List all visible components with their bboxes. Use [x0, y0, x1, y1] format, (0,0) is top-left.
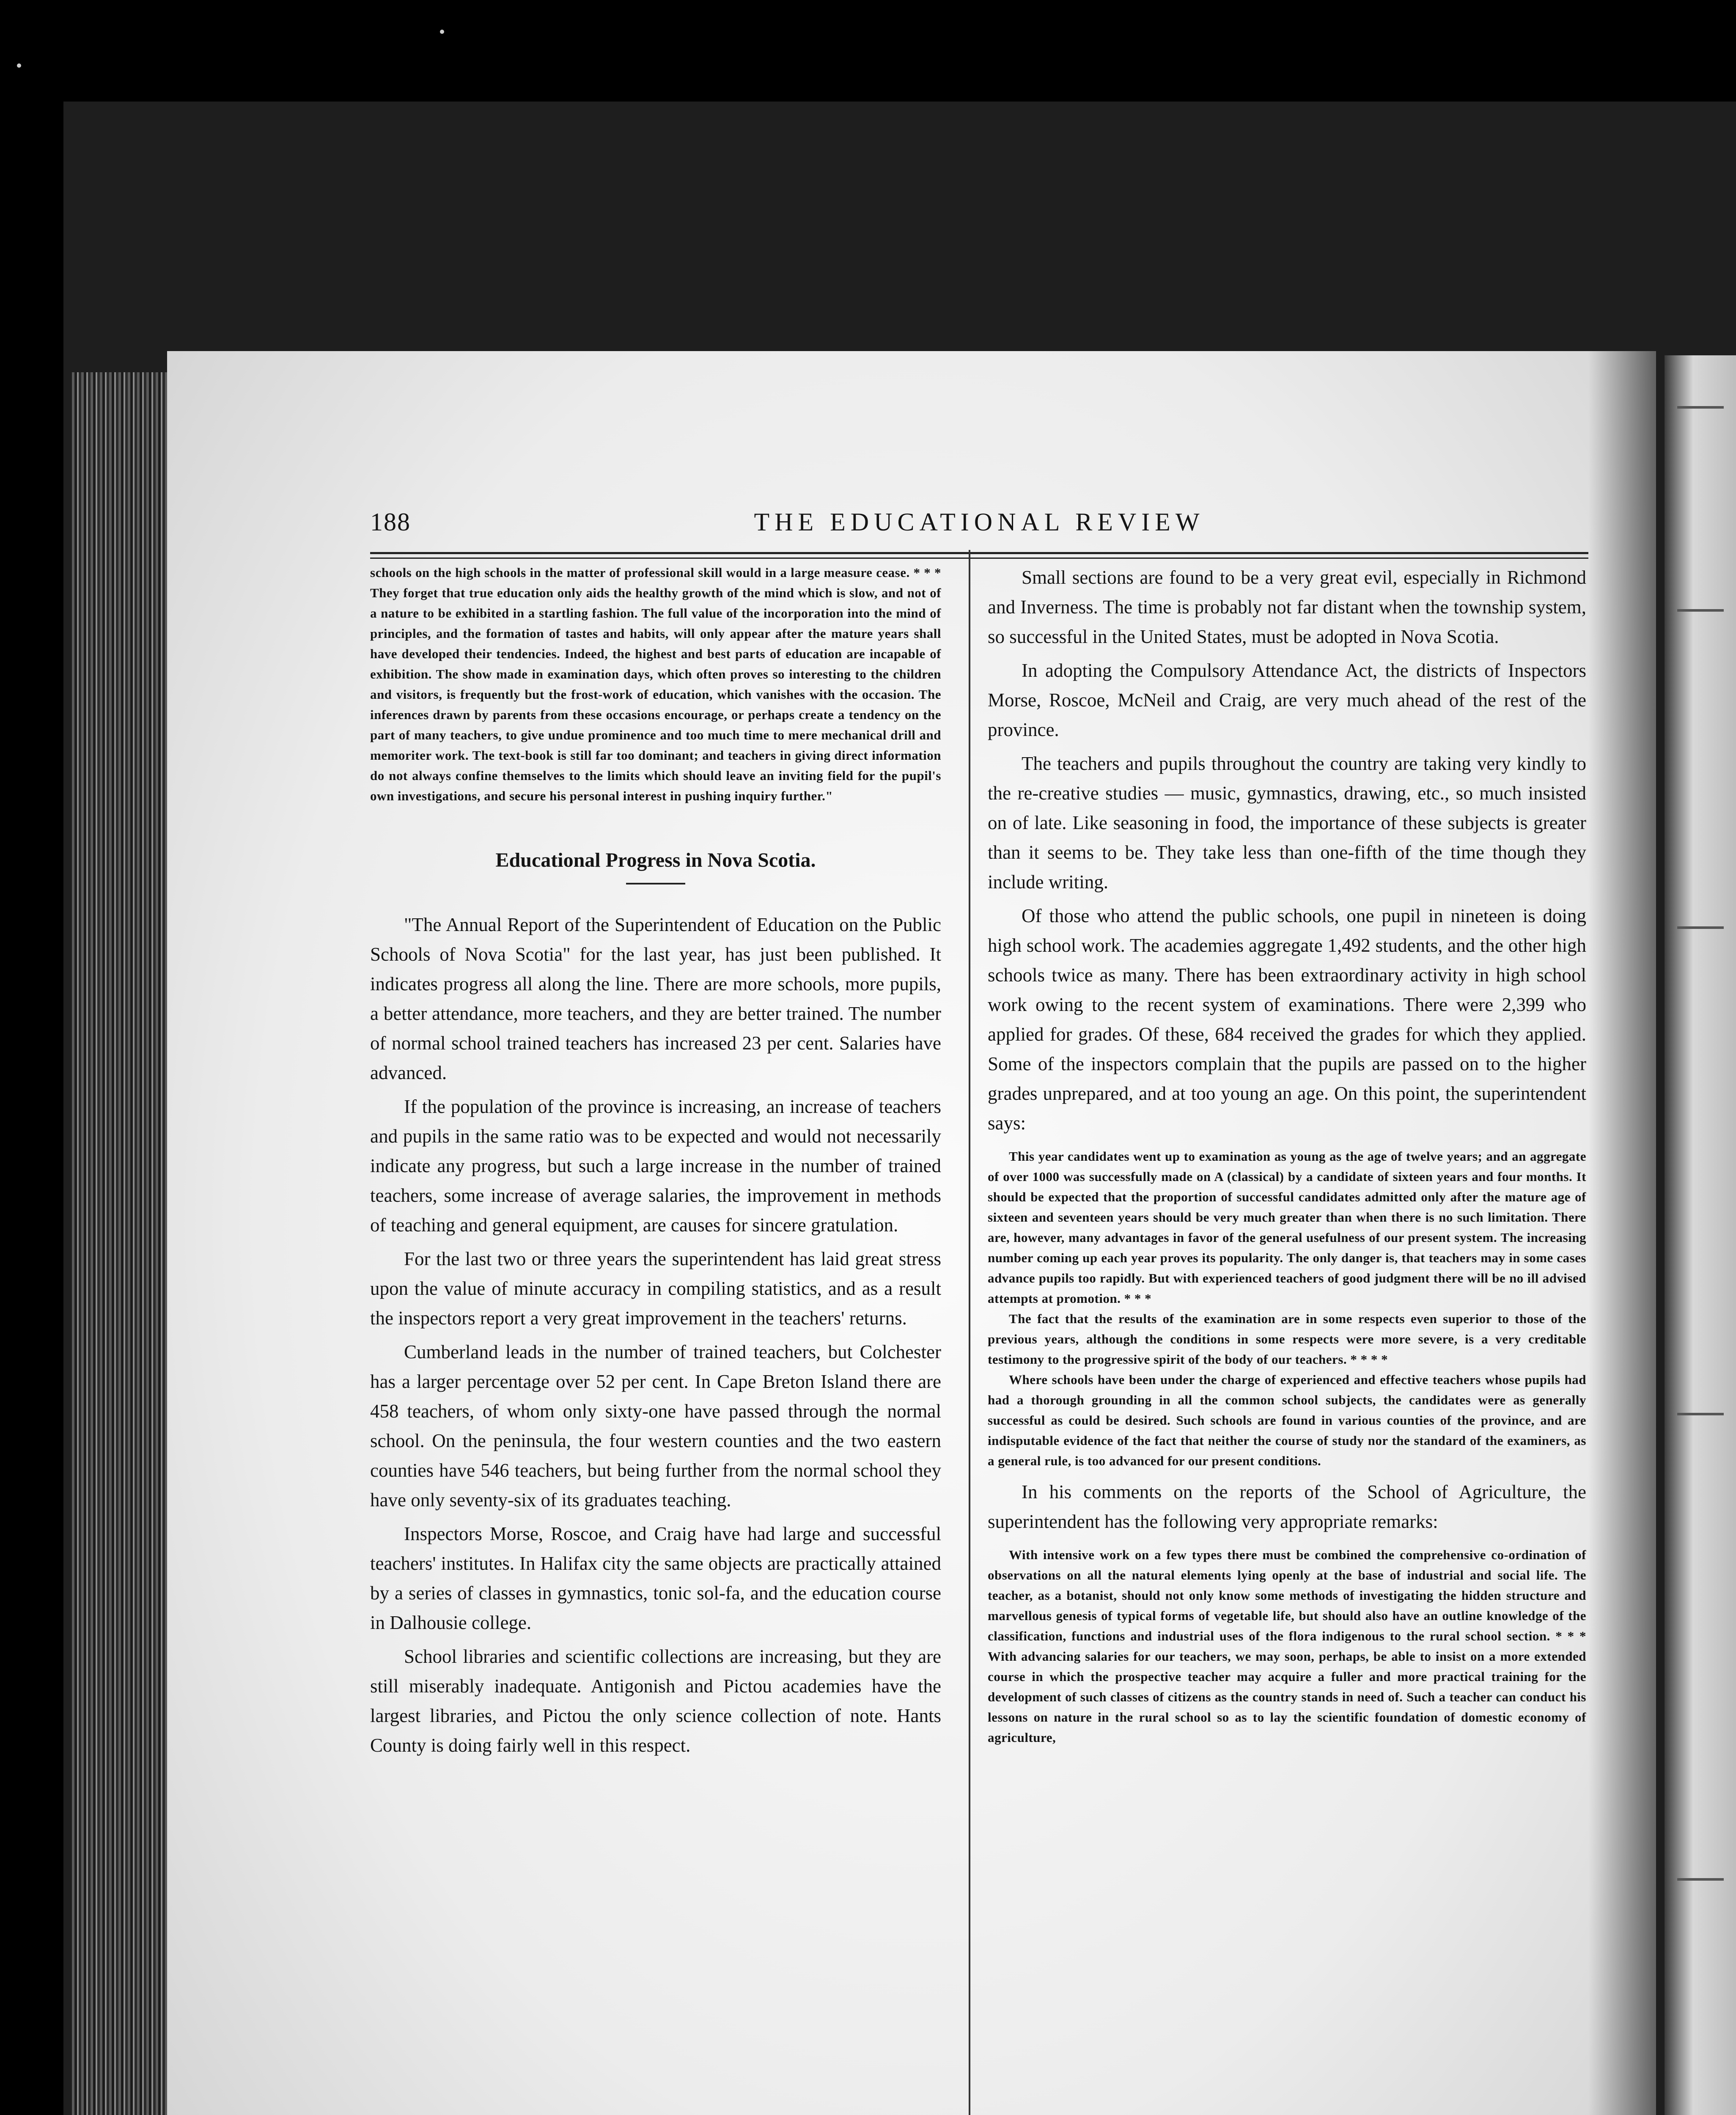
quote-paragraph: This year candidates went up to examination as young as the age of twelve years; and an aggregate of over 1000 was successfully made on A (classical) by a candidate of sixteen years and four months. It should be expected that the proportion of successful candidates admitted only after the mature age of sixteen and seventeen years should be very much greater than when there is no such limitation. There are, however, many advantages in favor of the general usefulness of our present system. The increasing number coming up each year proves its popularity. The only danger is, that teachers may in some cases advance pupils too rapidly. But with experienced teachers of good judgment there will be no ill advised attempts at promotion. * * *	[988, 1149, 1586, 1306]
page-header	[370, 508, 1588, 550]
right-column	[988, 563, 1586, 2115]
facing-page-text-fragment	[1677, 1878, 1724, 1881]
facing-page-text-fragment	[1677, 406, 1724, 409]
agriculture-quote	[988, 1545, 1586, 1748]
article-paragraph: The teachers and pupils throughout the country are taking very kindly to the re-creative studies — music, gymnastics, drawing, etc., so much insisted on of late. Like seasoning in food, the importance of these subjects is greater than it seems to be. They take less than one-fifth of the time though they include writing.	[988, 753, 1586, 893]
superintendent-quote	[988, 1146, 1586, 1471]
page-number: 188	[370, 508, 411, 536]
facing-page-text-fragment	[1677, 926, 1724, 929]
heading-rule	[626, 883, 685, 884]
article-paragraph: For the last two or three years the superintendent has laid great stress upon the value of minute accuracy in compiling statistics, and as a result the inspectors report a very great improvement in the teachers' returns.	[370, 1248, 941, 1329]
article-paragraph: "The Annual Report of the Superintendent of Education on the Public Schools of Nova Scotia" for the last year, has just been published. It indicates progress all along the line. There are more schools, more pupils, a better attendance, more teachers, and they are better trained. The number of normal school trained teachers has increased 23 per cent. Salaries have advanced.	[370, 914, 941, 1083]
facing-page-text-fragment	[1677, 609, 1724, 612]
header-rule	[370, 552, 1588, 554]
left-column	[370, 563, 941, 2115]
article-paragraph: Cumberland leads in the number of trained teachers, but Colchester has a larger percentage over 52 per cent. In Cape Breton Island there are 458 teachers, of whom only sixty-one have passed through the normal school. On the peninsula, the four western counties and the two eastern counties have 546 teachers, but being further from the normal school they have only seventy-six of its graduates teaching.	[370, 1341, 941, 1511]
quote-paragraph: Where schools have been under the charge of experienced and effective teachers whose pupils had had a thorough grounding in all the common school subjects, the candidates were as generally successful as could be desired. Such schools are found in various counties of the province, and are indisputable evidence of the fact that neither the course of study nor the standard of the examiners, as a general rule, is too advanced for our present conditions.	[988, 1372, 1586, 1468]
book-page	[167, 351, 1656, 2115]
continued-quote: schools on the high schools in the matter of professional skill would in a large measure cease. * * * They forget that true education only aids the healthy growth of the mind which is slow, and not of a nature to be exhibited in a startling fashion. The full value of the incorporation into the mind of principles, and the formation of tastes and habits, will only appear after the mature years shall have developed their tendencies. Indeed, the highest and best parts of education are incapable of exhibition. The show made in examination days, which often proves so interesting to the children and visitors, is frequently but the frost-work of education, which vanishes with the occasion. The inferences drawn by parents from these occasions encourage, or perhaps create a tendency on the part of many teachers, to give undue prominence and too much time to mere mechanical drill and memoriter work. The text-book is still far too dominant; and teachers in giving direct information do not always confine themselves to the limits which should leave an inviting field for the pupil's own investigations, and secure his personal interest in pushing inquiry further."	[370, 565, 941, 803]
gutter-shadow	[1588, 351, 1656, 2115]
quote-paragraph: With intensive work on a few types there must be combined the comprehensive co-ordination of observations on all the natural elements lying openly at the base of industrial and social life. The teacher, as a botanist, should not only know some methods of investigating the hidden structure and marvellous genesis of typical forms of vegetable life, but should also have an outline knowledge of the classification, functions and industrial uses of the flora indigenous to the rural school section. * * * With advancing salaries for our teachers, we may soon, perhaps, be able to insist on a more extended course in which the prospective teacher may acquire a fuller and more practical training for the development of such classes of citizens as the country stands in need of. Such a teacher can conduct his lessons on nature in the rural school so as to lay the scientific foundation of domestic economy of agriculture,	[988, 1547, 1586, 1745]
article-paragraph: In adopting the Compulsory Attendance Act, the districts of Inspectors Morse, Roscoe, McNeil and Craig, are very much ahead of the rest of the province.	[988, 660, 1586, 740]
article-paragraph: Small sections are found to be a very great evil, especially in Richmond and Inverness. The time is probably not far distant when the township system, so successful in the United States, must be adopted in Nova Scotia.	[988, 567, 1586, 647]
section-heading: Educational Progress in Nova Scotia.	[495, 849, 816, 871]
article-paragraph: Of those who attend the public schools, one pupil in nineteen is doing high school work. The academies aggregate 1,492 students, and the other high schools twice as many. There has been extraordinary activity in high school work owing to the recent system of examinations. There were 2,399 who applied for grades. Of these, 684 received the grades for which they applied. Some of the inspectors complain that the pupils are passed on to the higher grades unprepared, and at too young an age. On this point, the superintendent says:	[988, 905, 1586, 1134]
facing-page-text-fragment	[1677, 1413, 1724, 1415]
dust-speck	[17, 63, 21, 68]
article-paragraph: In his comments on the reports of the School of Agriculture, the superintendent has the following very appropriate remarks:	[988, 1481, 1586, 1532]
column-divider	[969, 550, 970, 2115]
running-title: THE EDUCATIONAL REVIEW	[754, 508, 1205, 536]
article-paragraph: If the population of the province is increasing, an increase of teachers and pupils in the same ratio was to be expected and would not necessarily indicate any progress, but such a large increase in the number of trained teachers, some increase of average salaries, the improvement in methods of teaching and general equipment, are causes for sincere gratulation.	[370, 1096, 941, 1236]
facing-page-edge	[1665, 355, 1736, 2115]
header-rule	[370, 558, 1588, 559]
book-page-edges	[72, 372, 169, 2115]
dust-speck	[440, 30, 444, 34]
article-paragraph: Inspectors Morse, Roscoe, and Craig have had large and successful teachers' institutes. In Halifax city the same objects are practically attained by a series of classes in gymnastics, tonic sol-fa, and the education course in Dalhousie college.	[370, 1523, 941, 1633]
article-paragraph: School libraries and scientific collections are increasing, but they are still miserably inadequate. Antigonish and Pictou academies have the largest libraries, and Pictou the only science collection of note. Hants County is doing fairly well in this respect.	[370, 1646, 941, 1756]
quote-paragraph: The fact that the results of the examination are in some respects even superior to those of the previous years, although the conditions in some respects were more severe, is a very creditable testimony to the progressive spirit of the body of our teachers. * * * *	[988, 1311, 1586, 1367]
